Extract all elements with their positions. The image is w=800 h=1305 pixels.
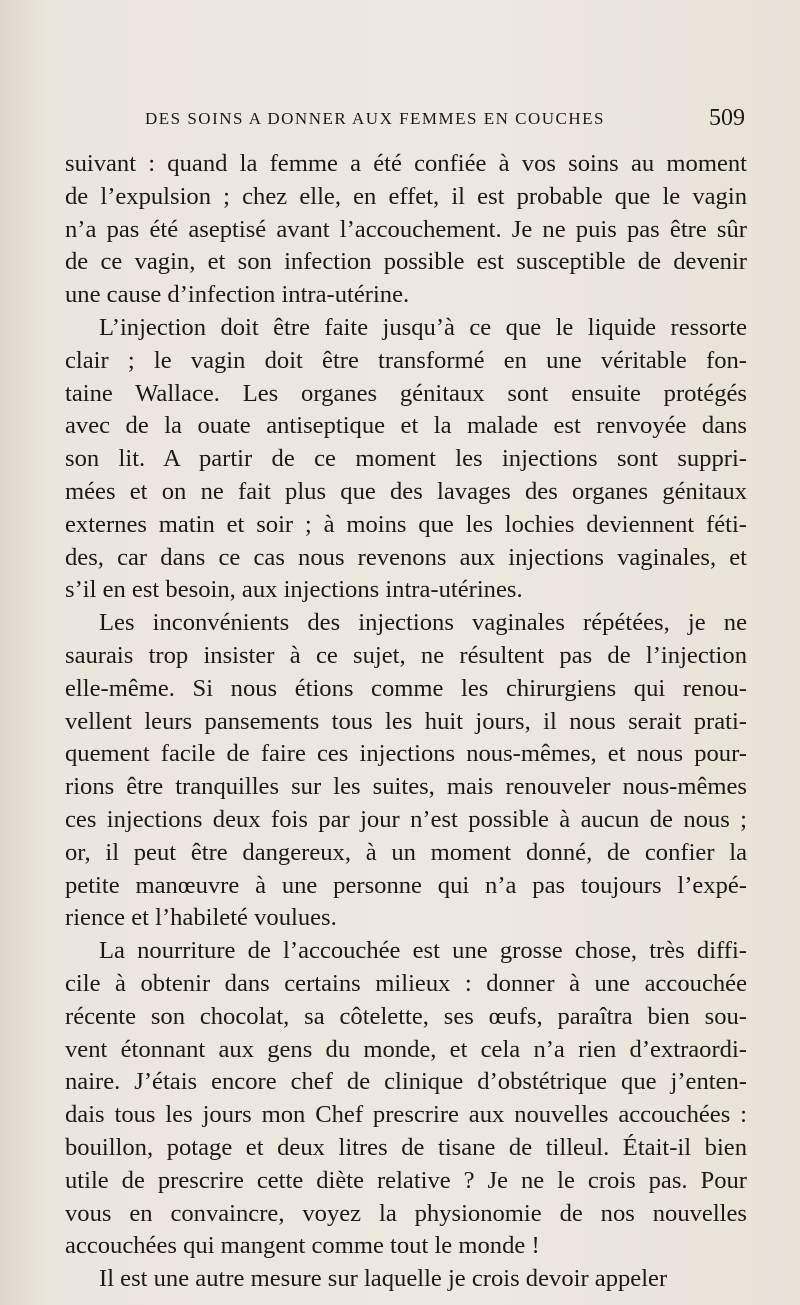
text-line: naire. J’étais encore chef de clinique d’obstétrique que j’enten- — [65, 1068, 747, 1096]
text-line: bouillon, potage et deux litres de tisane de tilleul. Était-il bien — [65, 1133, 747, 1161]
text-line: vous en convaincre, voyez la physionomie de nos nouvelles — [65, 1199, 747, 1227]
text-line: saurais trop insister à ce sujet, ne résultent pas de l’injection — [65, 641, 747, 669]
running-title: DES SOINS A DONNER AUX FEMMES EN COUCHES — [144, 109, 606, 128]
text-line: dais tous les jours mon Chef prescrire aux nouvelles accouchées : — [65, 1101, 747, 1129]
page-number: 509 — [709, 105, 745, 131]
text-line: de ce vagin, et son infection possible est susceptible de devenir — [65, 248, 747, 276]
text-line: son lit. A partir de ce moment les injections sont suppri- — [65, 445, 747, 473]
text-line: récente son chocolat, sa côtelette, ses œufs, paraîtra bien sou- — [65, 1002, 747, 1030]
text-line: avec de la ouate antiseptique et la malade est renvoyée dans — [65, 412, 747, 440]
text-line: cile à obtenir dans certains milieux : donner à une accouchée — [65, 969, 747, 997]
text-line: quement facile de faire ces injections nous-mêmes, et nous pour- — [65, 740, 747, 768]
paragraph-start-line: Il est une autre mesure sur laquelle je crois devoir appeler — [99, 1265, 668, 1293]
body-text — [65, 148, 747, 1296]
text-line: vent étonnant aux gens du monde, et cela n’a rien d’extraordi- — [65, 1035, 747, 1063]
text-line: s’il en est besoin, aux injections intra-utérines. — [65, 576, 523, 604]
text-line: clair ; le vagin doit être transformé en une véritable fon- — [65, 346, 747, 374]
text-line: suivant : quand la femme a été confiée à vos soins au moment — [65, 150, 747, 177]
text-line: accouchées qui mangent comme tout le monde ! — [65, 1232, 540, 1260]
text-line: des, car dans ce cas nous revenons aux injections vaginales, et — [65, 543, 747, 571]
paragraph-start-line: L’injection doit être faite jusqu’à ce que le liquide ressorte — [99, 313, 747, 341]
text-line: n’a pas été aseptisé avant l’accouchement. Je ne puis pas être sûr — [65, 215, 747, 243]
text-line: utile de prescrire cette diète relative ? Je ne le crois pas. Pour — [65, 1166, 747, 1194]
text-line: ces injections deux fois par jour n’est possible à aucun de nous ; — [65, 805, 747, 833]
text-line: rions être tranquilles sur les suites, mais renouveler nous-mêmes — [65, 773, 747, 801]
paragraph-start-line: Les inconvénients des injections vaginales répétées, je ne — [99, 609, 747, 637]
text-line: rience et l’habileté voulues. — [65, 904, 337, 932]
paragraph-start-line: La nourriture de l’accouchée est une grosse chose, très diffi- — [99, 937, 747, 965]
text-line: externes matin et soir ; à moins que les lochies deviennent féti- — [65, 510, 747, 538]
text-line: taine Wallace. Les organes génitaux sont ensuite protégés — [65, 379, 747, 407]
text-line: or, il peut être dangereux, à un moment donné, de confier la — [65, 838, 747, 866]
text-line: mées et on ne fait plus que des lavages des organes génitaux — [65, 477, 747, 505]
text-line: une cause d’infection intra-utérine. — [65, 281, 410, 309]
text-line: elle-même. Si nous étions comme les chirurgiens qui renou- — [65, 674, 747, 702]
text-line: petite manœuvre à une personne qui n’a pas toujours l’expé- — [65, 871, 747, 899]
text-line: de l’expulsion ; chez elle, en effet, il est probable que le vagin — [65, 182, 747, 210]
running-head — [65, 105, 745, 135]
text-line: vellent leurs pansements tous les huit jours, il nous serait prati- — [65, 707, 747, 735]
